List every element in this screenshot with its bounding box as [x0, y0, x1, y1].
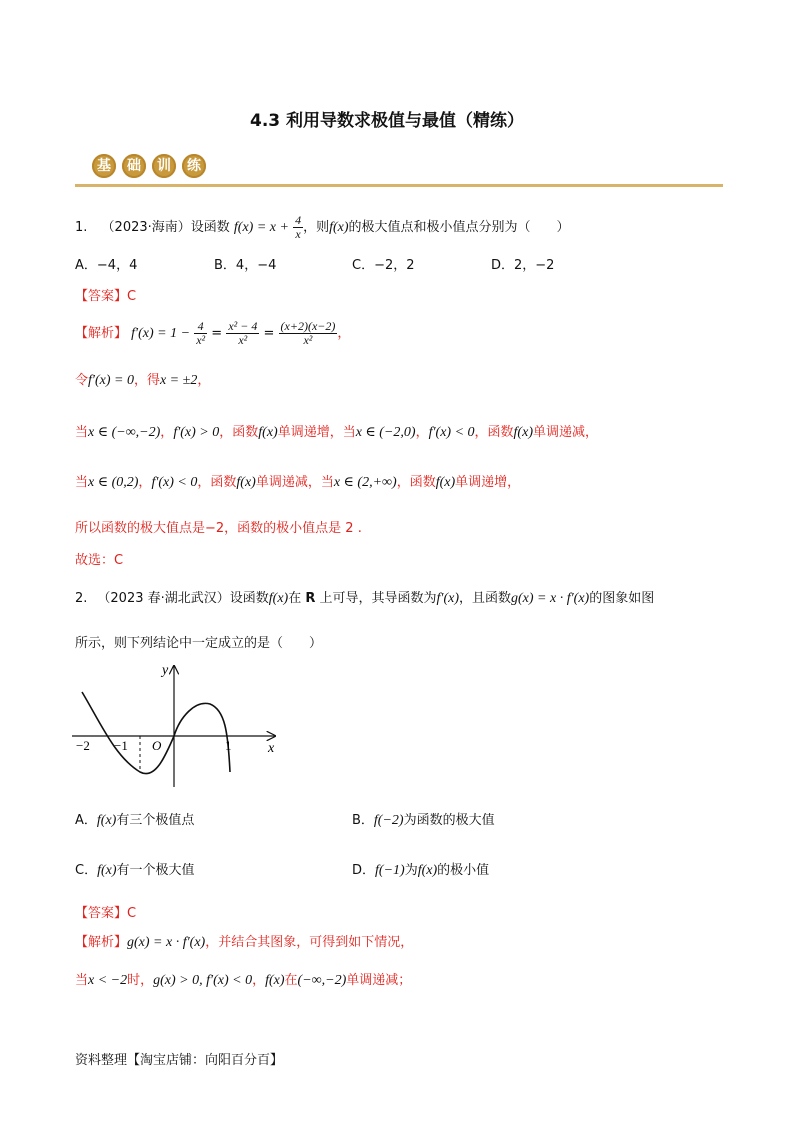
q2-analysis-line2 — [75, 972, 411, 990]
math-expression: f(x) — [268, 591, 289, 606]
math-expression: f(x) — [265, 973, 285, 988]
y-label: y — [162, 663, 169, 678]
text-run: 上可导，其导函数为 — [315, 591, 437, 606]
q1-option-b: B．4，−4 — [214, 258, 277, 273]
function-graph — [70, 662, 290, 792]
text-run: 当 — [75, 425, 89, 440]
text-run: ，且函数 — [459, 591, 512, 606]
banner-char: 训 — [152, 154, 176, 178]
q1-option-c: C．−2，2 — [352, 258, 415, 273]
math-expression: f(x) — [513, 425, 533, 440]
text-run: ， — [415, 425, 429, 440]
math-expression: f′(x) > 0 — [173, 425, 220, 440]
math-expression: f(x) — [236, 475, 256, 490]
tick-label: −1 — [114, 738, 128, 753]
question-2: 2. （2023 春·湖北武汉）设函数f(x)在 R 上可导，其导函数为f′(x)，且函数g(x) = x · f′(x)的图象如图 — [75, 591, 655, 606]
page-title: 4.3 利用导数求极值与最值（精练） — [250, 111, 525, 131]
banner-char: 基 — [92, 154, 116, 178]
math-expression: f′(x) < 0 — [151, 475, 198, 490]
text-run: 时， — [127, 973, 154, 988]
q1-answer: 【答案】C — [75, 289, 137, 304]
math-expression: f(x) — [435, 475, 456, 490]
text-run: 当 — [75, 475, 89, 490]
text-run: ，函数 — [474, 425, 514, 440]
math-expression: (−∞,−2) — [297, 973, 347, 988]
text-run: ，函数 — [396, 475, 436, 490]
math-expression: g(x) = x · f′(x) — [511, 591, 590, 606]
text-run: 在 — [288, 591, 306, 606]
text-run: 当 — [75, 973, 89, 988]
math-expression: g(x) = x · f′(x) — [127, 935, 206, 950]
text-run: ， — [138, 475, 152, 490]
text-run: （2023 春·湖北武汉）设函数 — [97, 591, 269, 606]
q2-option-b: B．f(−2)为函数的极大值 — [352, 813, 495, 828]
tick-label: 1 — [225, 738, 232, 753]
g-curve — [82, 692, 230, 774]
x-label: x — [268, 741, 275, 756]
footer-text: 资料整理【淘宝店铺：向阳百分百】 — [75, 1053, 284, 1068]
math-expression: x ∈ (−∞,−2) — [88, 425, 161, 440]
q1-analysis-line6: 故选：C — [75, 553, 124, 568]
question-2-line2: 所示，则下列结论中一定成立的是（ ） — [75, 636, 323, 651]
q1-analysis-line1: 【解析】 f′(x) = 1 − $\frac{4}{\text{x²}}$ = $\frac{\text{x² − 4}}{\text{x²}}$ = $\frac{(x+2)(x-2)}{\text{x²}}$ ， — [75, 319, 351, 347]
math-expression: x ∈ (0,2) — [88, 475, 139, 490]
q1-analysis-line4 — [75, 474, 520, 492]
text-run: ， — [252, 973, 266, 988]
q1-analysis-line5: 所以函数的极大值点是−2，函数的极小值点是 2 . — [75, 521, 362, 536]
q2-option-c: C．f(x)有一个极大值 — [75, 863, 195, 878]
q2-option-d: D．f(−1)为f(x)的极小值 — [352, 863, 490, 878]
text-run: 【解析】 — [75, 935, 128, 950]
text-run: ，并结合其图象，可得到如下情况， — [205, 935, 414, 950]
text-run: 的图象如图 — [589, 591, 655, 606]
math-expression: x ∈ (2,+∞) — [333, 475, 397, 490]
math-expression: x ∈ (−2,0) — [355, 425, 416, 440]
banner-char: 练 — [182, 154, 206, 178]
math-expression: g(x) > 0, f′(x) < 0 — [153, 973, 253, 988]
text-run: 单调递增， — [455, 475, 521, 490]
text-run: R — [305, 591, 316, 606]
question-1: 1. （2023·海南）设函数 f(x) = x + $\frac{4}{x}$ ，则f(x)的极大值点和极小值点分别为（ ） — [75, 213, 570, 241]
q1-analysis-line3 — [75, 424, 598, 442]
origin-label: O — [152, 738, 162, 753]
section-banner — [92, 154, 212, 178]
tick-label: −2 — [76, 738, 90, 753]
q1-option-d: D．2，−2 — [491, 258, 555, 273]
math-expression: x < −2 — [88, 973, 128, 988]
q1-option-a: A．−4，4 — [75, 258, 138, 273]
q2-analysis-line1 — [75, 934, 413, 952]
text-run: 单调递减； — [346, 973, 412, 988]
math-expression: f′(x) — [436, 591, 459, 606]
text-run: 单调递减，当 — [255, 475, 334, 490]
math-expression: f(x) — [258, 425, 278, 440]
q2-answer: 【答案】C — [75, 906, 137, 921]
text-run: 单调递增，当 — [277, 425, 356, 440]
q2-option-a: A．f(x)有三个极值点 — [75, 813, 195, 828]
math-expression: f′(x) < 0 — [428, 425, 475, 440]
text-run: ，函数 — [197, 475, 237, 490]
banner-divider — [75, 184, 723, 187]
text-run: ， — [160, 425, 174, 440]
banner-char: 础 — [122, 154, 146, 178]
text-run: 单调递减， — [532, 425, 598, 440]
q1-analysis-line2: 令f′(x) = 0，得x = ±2， — [75, 373, 211, 388]
text-run: ，函数 — [219, 425, 259, 440]
text-run: 在 — [284, 973, 298, 988]
